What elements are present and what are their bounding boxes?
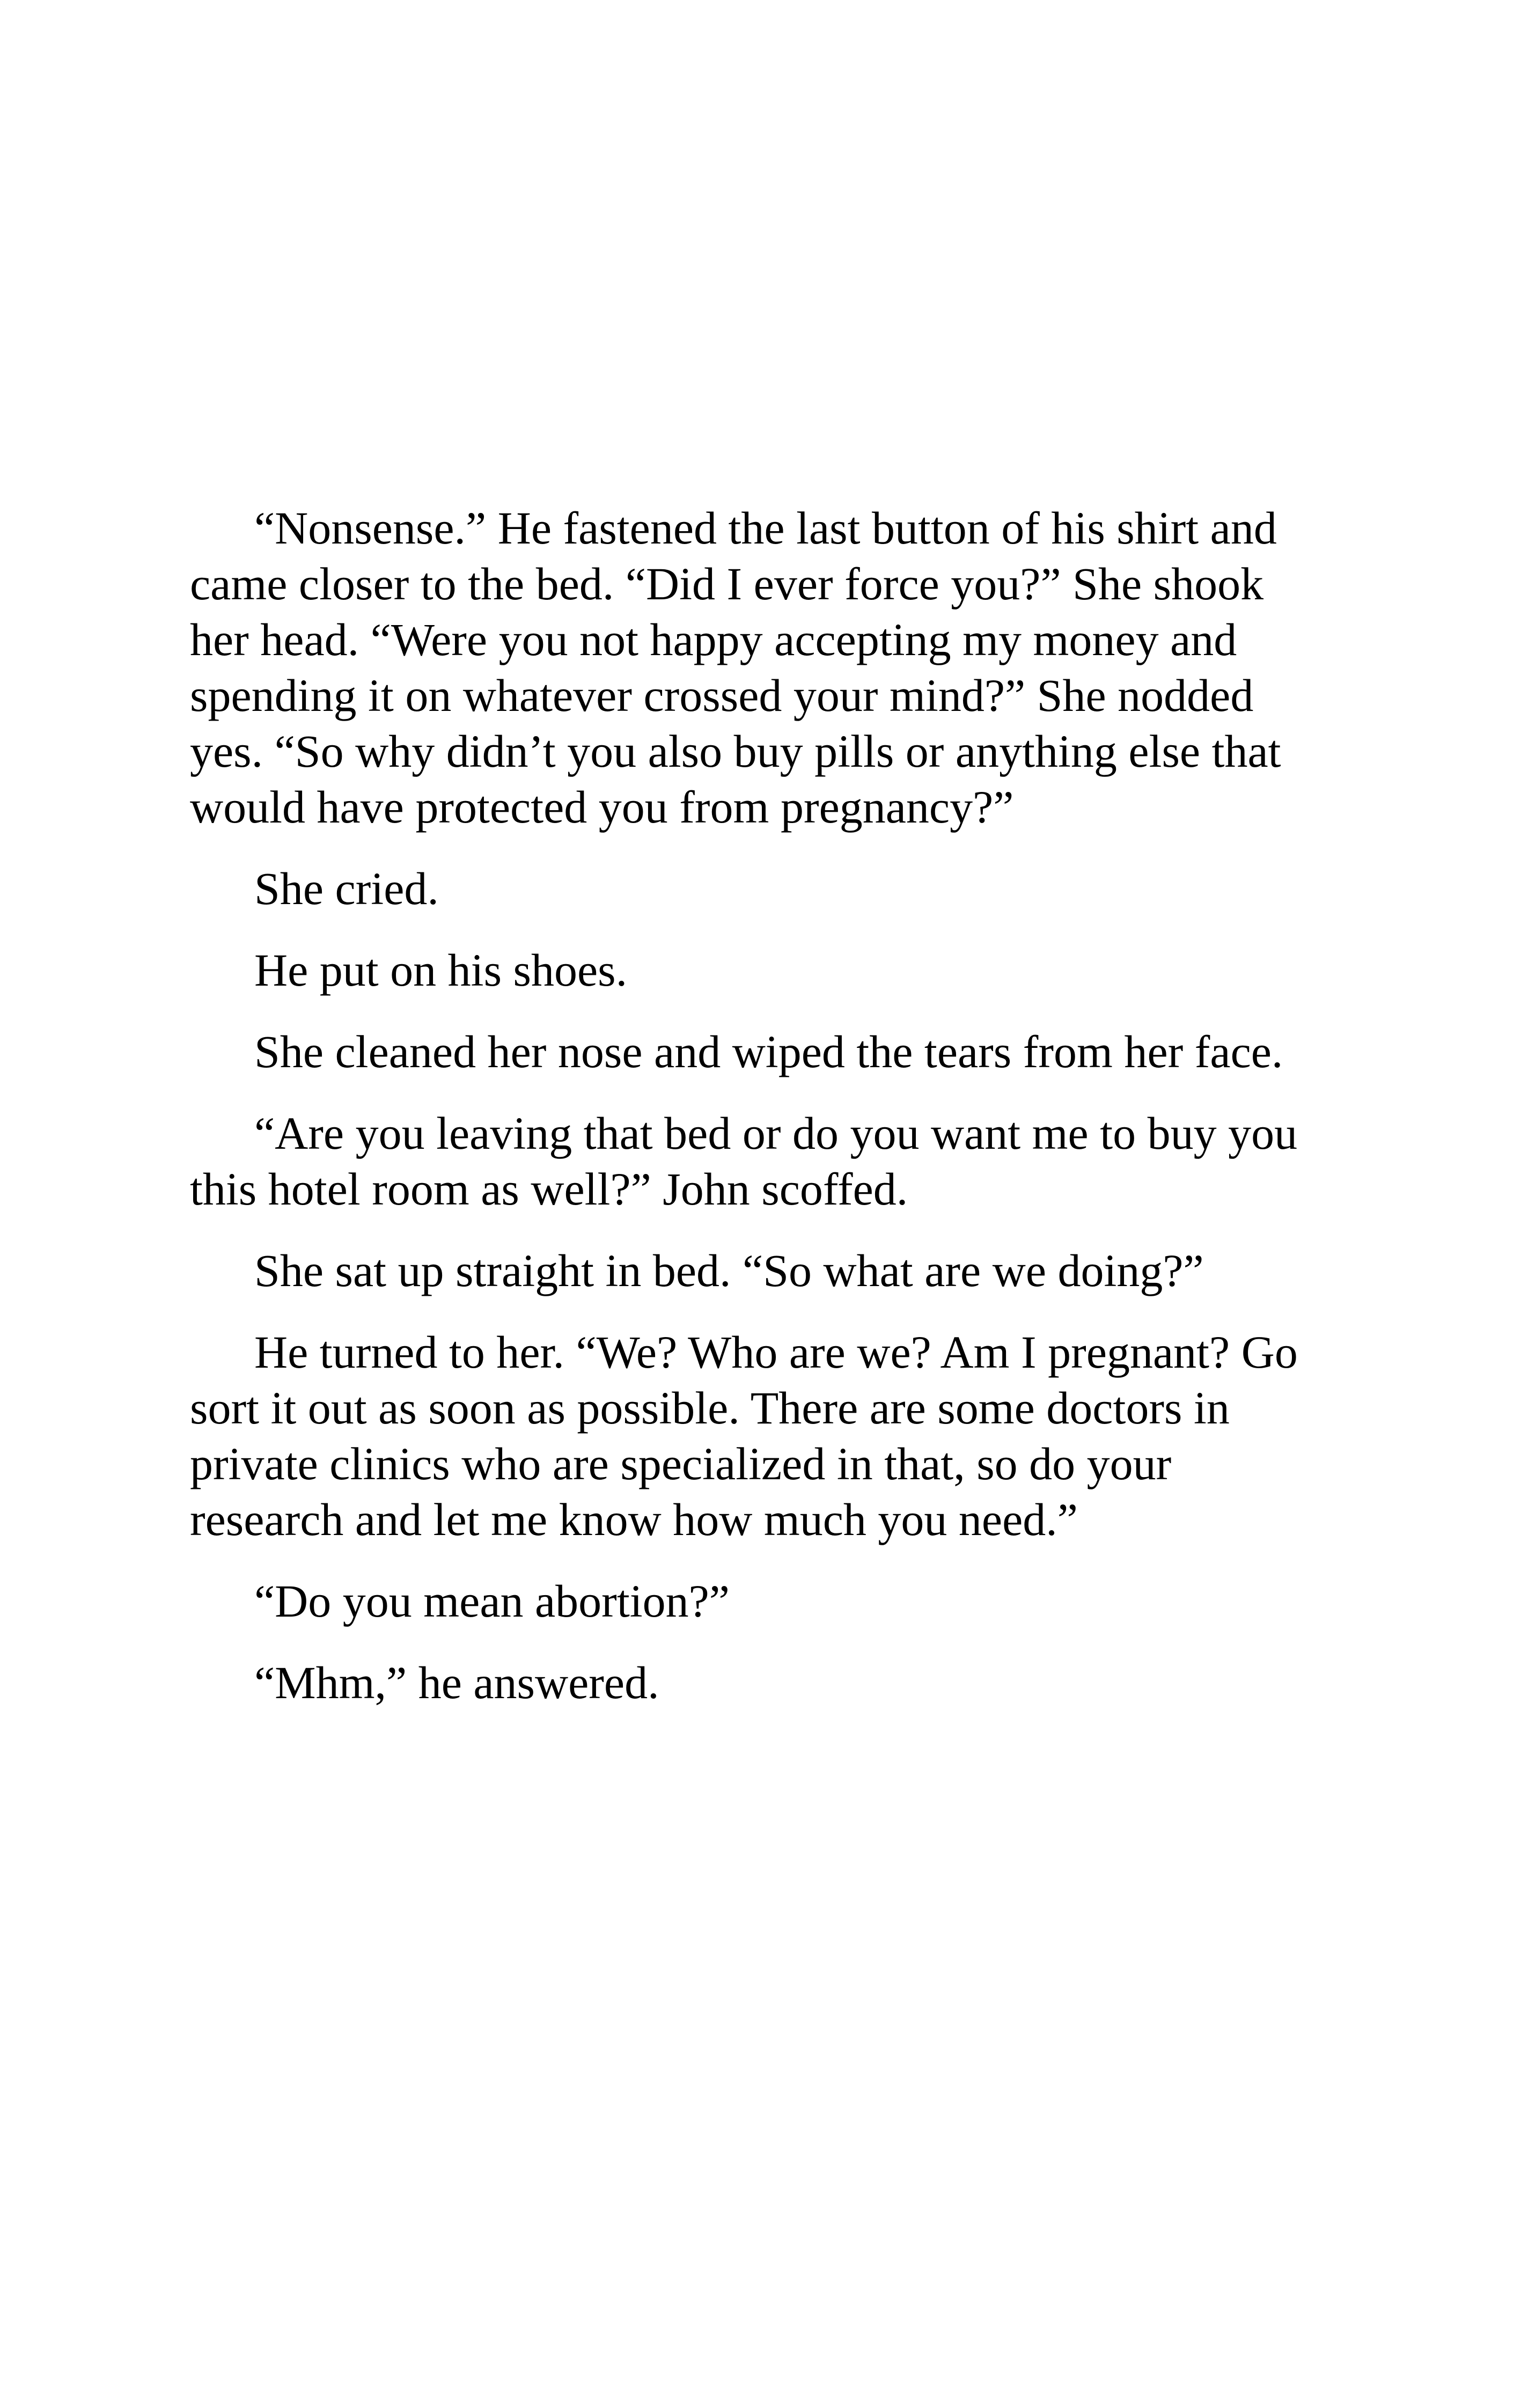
paragraph-3: He put on his shoes.: [254, 944, 628, 996]
paragraph-9: “Mhm,” he answered.: [254, 1657, 659, 1708]
paragraph-2: She cried.: [254, 863, 439, 914]
page-body-text: [190, 500, 1327, 1710]
paragraph-1: “Nonsense.” He fastened the last button of his shirt and came closer to the bed. “Did I ever force you?” She shook her head. “Were you not happy accepting my money and spending it on whatever crossed your mind?” She nodded yes. “So why didn’t you also buy pills or anything else that would have protected you from pregnancy?”: [190, 502, 1281, 833]
paragraph-8: “Do you mean abortion?”: [254, 1575, 730, 1627]
paragraph-7: He turned to her. “We? Who are we? Am I pregnant? Go sort it out as soon as possible. There are some doctors in private clinics who are specialized in that, so do your research and let me know how much you need.”: [190, 1326, 1298, 1545]
paragraph-5: “Are you leaving that bed or do you want me to buy you this hotel room as well?” John scoffed.: [190, 1107, 1298, 1215]
paragraph-6: She sat up straight in bed. “So what are we doing?”: [254, 1245, 1204, 1296]
paragraph-4: She cleaned her nose and wiped the tears from her face.: [254, 1026, 1283, 1077]
